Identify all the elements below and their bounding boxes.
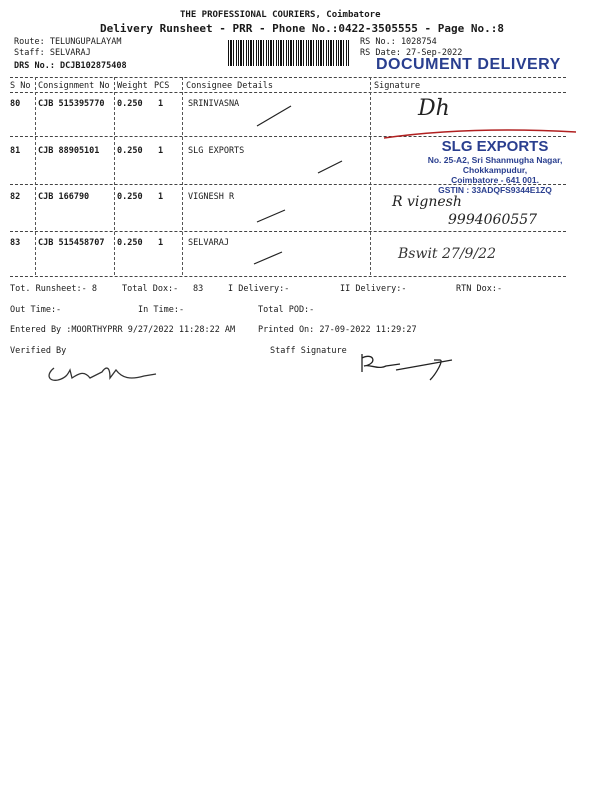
document-delivery-stamp: DOCUMENT DELIVERY: [376, 56, 561, 73]
col-header-pcs: PCS: [154, 81, 170, 91]
row-pcs: 1: [158, 238, 164, 248]
company-stamp: [400, 138, 590, 195]
row-sno: 80: [10, 99, 21, 109]
row-consignee: SLG EXPORTS: [188, 146, 245, 156]
recipient-name-handwritten: R vignesh: [392, 194, 462, 210]
rtn-dox-label: RTN Dox:-: [456, 284, 503, 294]
pen-tick-mark: [255, 100, 295, 130]
column-separator: [182, 77, 183, 275]
staff-label: Staff: SELVARAJ: [14, 48, 91, 58]
column-separator: [35, 77, 36, 275]
divider: [10, 77, 566, 78]
row-divider: [10, 276, 566, 277]
col-header-consignee: Consignee Details: [186, 81, 273, 91]
column-separator: [114, 77, 115, 275]
stamp-gstin: GSTIN : 33ADQFS9344E1ZQ: [438, 185, 552, 195]
route-label: Route: TELUNGUPALAYAM: [14, 37, 122, 47]
verifier-signature: [44, 360, 164, 386]
in-time-label: In Time:-: [138, 305, 185, 315]
row-weight: 0.250: [117, 146, 143, 156]
row-sno: 83: [10, 238, 21, 248]
rs-number: RS No.: 1028754: [360, 37, 437, 47]
staff-signature: [356, 350, 466, 382]
row-consignee: SELVARAJ: [188, 238, 229, 248]
col-header-signature: Signature: [374, 81, 421, 91]
row-weight: 0.250: [117, 192, 143, 202]
barcode: [228, 40, 350, 66]
stamp-address-line: Chokkampudur,: [462, 165, 528, 175]
row-consignment: CJB 515458707: [38, 238, 105, 248]
pen-tick-mark: [255, 200, 289, 226]
row-consignee: SRINIVASNA: [188, 99, 240, 109]
runsheet-title: Delivery Runsheet - PRR - Phone No.:0422-3505555 - Page No.:8: [100, 22, 504, 35]
row-consignee: VIGNESH R: [188, 192, 235, 202]
col-header-consignment: Consignment No: [38, 81, 110, 91]
ii-delivery-label: II Delivery:-: [340, 284, 407, 294]
recipient-signature: Dh: [418, 96, 450, 121]
i-delivery-label: I Delivery:-: [228, 284, 290, 294]
column-separator: [370, 77, 371, 275]
stamp-address-line: No. 25-A2, Sri Shanmugha Nagar,: [427, 155, 563, 165]
row-consignment: CJB 515395770: [38, 99, 105, 109]
row-pcs: 1: [158, 99, 164, 109]
col-header-weight: Weight: [117, 81, 148, 91]
rs-date: RS Date: 27-Sep-2022: [360, 48, 463, 58]
row-consignment: CJB 166790: [38, 192, 90, 202]
row-weight: 0.250: [117, 99, 143, 109]
stamp-address-line: Coimbatore - 641 001.: [451, 175, 539, 185]
row-consignment: CJB 88905101: [38, 146, 100, 156]
total-dox-label: Total Dox:-: [122, 284, 179, 294]
recipient-signature: Bswit 27/9/22: [398, 246, 496, 262]
row-pcs: 1: [158, 146, 164, 156]
out-time-label: Out Time:-: [10, 305, 62, 315]
stamp-company-name: SLG EXPORTS: [441, 138, 549, 155]
row-sno: 82: [10, 192, 21, 202]
row-pcs: 1: [158, 192, 164, 202]
col-header-sno: S No: [10, 81, 31, 91]
printed-on: Printed On: 27-09-2022 11:29:27: [258, 325, 417, 335]
company-title: THE PROFESSIONAL COURIERS, Coimbatore: [180, 10, 381, 20]
pen-tick-mark: [252, 246, 286, 268]
row-sno: 81: [10, 146, 21, 156]
recipient-phone-handwritten: 9994060557: [448, 212, 538, 228]
row-divider: [10, 231, 566, 232]
entered-by: Entered By :MOORTHYPRR 9/27/2022 11:28:22 AM: [10, 325, 236, 335]
total-runsheet: Tot. Runsheet:- 8: [10, 284, 97, 294]
total-dox-value: 83: [193, 284, 204, 294]
drs-number: DRS No.: DCJB102875408: [14, 61, 127, 71]
row-weight: 0.250: [117, 238, 143, 248]
staff-signature-label: Staff Signature: [270, 346, 347, 356]
pen-tick-mark: [316, 155, 346, 177]
verified-by-label: Verified By: [10, 346, 67, 356]
total-pod-label: Total POD:-: [258, 305, 315, 315]
divider: [10, 92, 566, 93]
